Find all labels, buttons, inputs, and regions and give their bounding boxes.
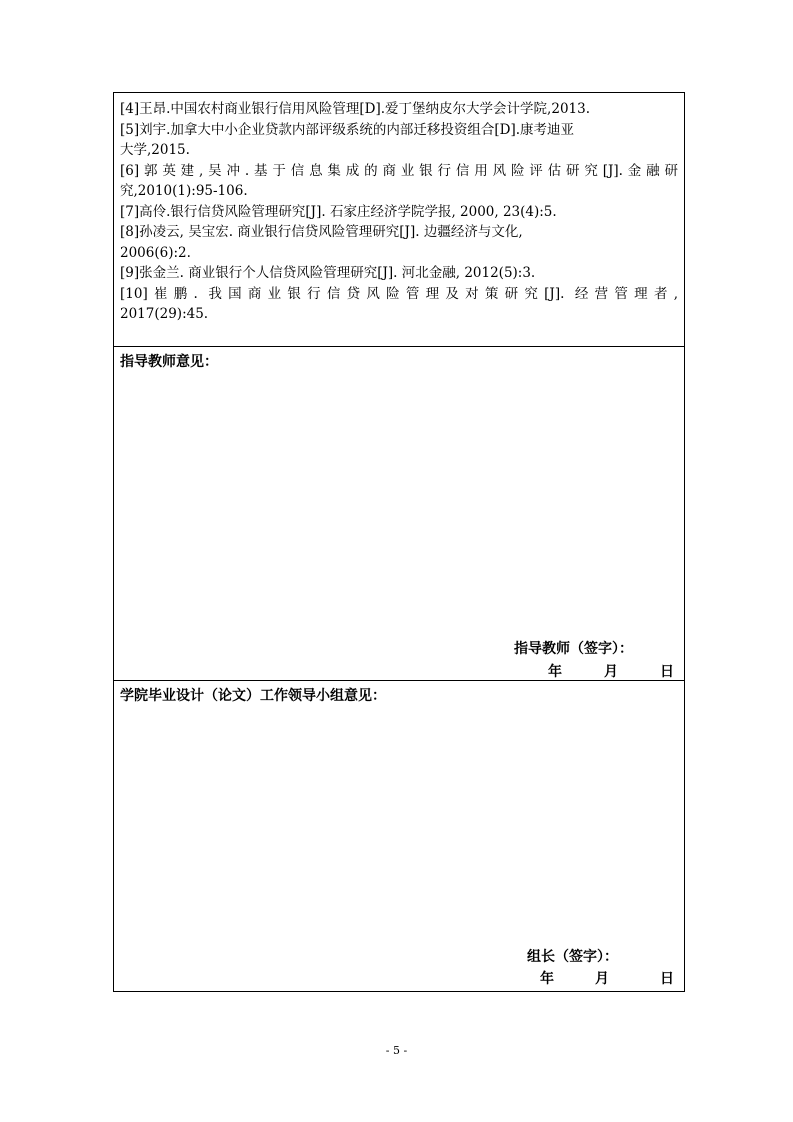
references-section <box>114 93 684 347</box>
date-day-label: 日 <box>660 971 674 987</box>
committee-opinion-section <box>114 681 684 991</box>
date-month-label: 月 <box>595 971 609 987</box>
date-day-label: 日 <box>660 664 674 680</box>
leader-signature-label: 组长（签字）： <box>527 949 618 965</box>
reference-line: [10]崔鹏. 我国商业银行信贷风险管理及对策研究[J]. 经营管理者, <box>120 285 678 302</box>
advisor-opinion-section <box>114 347 684 681</box>
reference-line: [6]郭英建,吴冲.基于信息集成的商业银行信用风险评估研究[J].金融研 <box>120 162 678 179</box>
reference-line: [9]张金兰. 商业银行个人信贷风险管理研究[J]. 河北金融, 2012(5):3. <box>120 265 536 281</box>
reference-line: 2017(29):45. <box>120 306 209 322</box>
reference-line: [7]高伶.银行信贷风险管理研究[J]. 石家庄经济学院学报, 2000, 23(4):5. <box>120 203 557 220</box>
reference-line: 2006(6):2. <box>120 244 191 261</box>
advisor-signature-label: 指导教师（签字）： <box>514 641 633 657</box>
approval-form-table <box>113 92 685 992</box>
committee-opinion-title: 学院毕业设计（论文）工作领导小组意见： <box>120 688 386 704</box>
date-year-label: 年 <box>548 664 562 680</box>
advisor-date-row <box>114 661 686 679</box>
date-month-label: 月 <box>604 664 618 680</box>
committee-date-row <box>114 968 686 986</box>
reference-line: 究,2010(1):95-106. <box>120 183 248 199</box>
reference-line: [4]王昂.中国农村商业银行信用风险管理[D].爱丁堡纳皮尔大学会计学院,2013. <box>120 101 591 117</box>
advisor-opinion-title: 指导教师意见： <box>120 354 218 370</box>
reference-line: [5]刘宇.加拿大中小企业贷款内部评级系统的内部迁移投资组合[D].康考迪亚 <box>120 121 575 138</box>
reference-line: [8]孙凌云, 吴宝宏. 商业银行信贷风险管理研究[J]. 边疆经济与文化, <box>120 224 523 240</box>
reference-line: 大学,2015. <box>120 142 190 158</box>
date-year-label: 年 <box>540 971 554 987</box>
page-number: - 5 - <box>385 1044 408 1057</box>
